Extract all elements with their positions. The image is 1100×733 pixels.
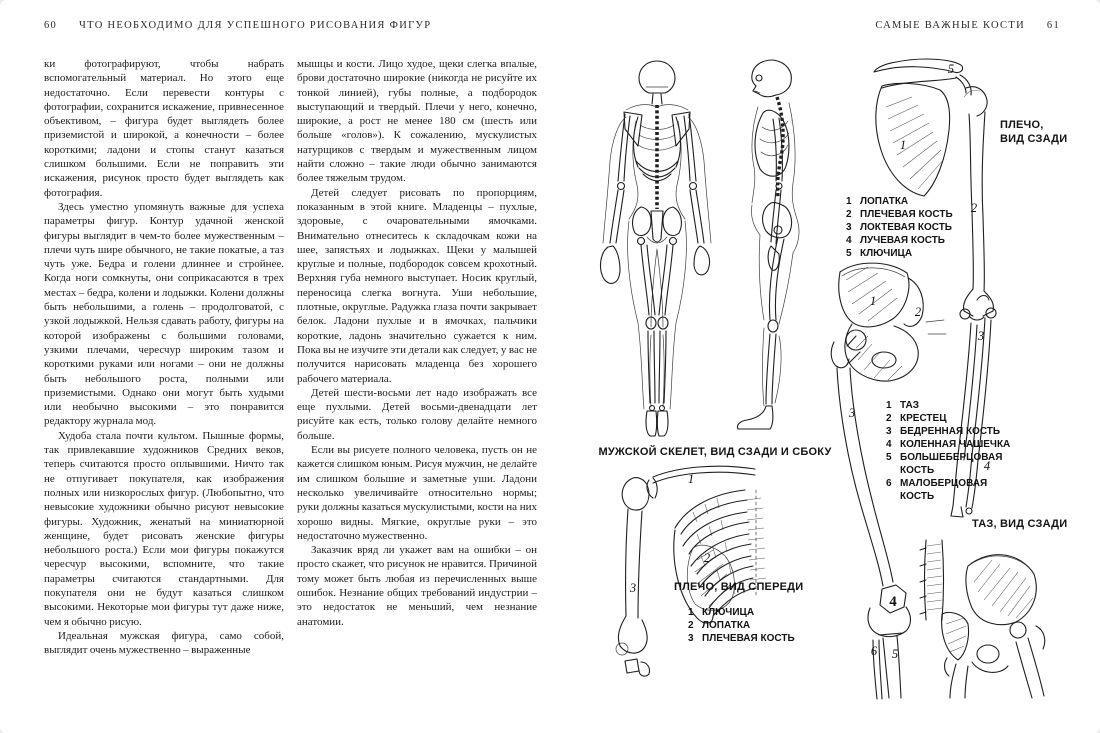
marker-humerus-front: 3 xyxy=(629,581,637,595)
marker-ulna: 3 xyxy=(977,329,985,343)
left-page-header xyxy=(44,20,431,31)
shoulder-back-caption: ПЛЕЧО, ВИД СЗАДИ xyxy=(1000,119,1068,145)
text-column-left xyxy=(44,57,284,657)
text-column-right xyxy=(297,57,537,629)
pelvis-back-caption: ТАЗ, ВИД СЗАДИ xyxy=(972,518,1068,530)
legend-item: 4 ЛУЧЕВАЯ КОСТЬ xyxy=(846,235,945,246)
marker-pelvis: 1 xyxy=(869,294,877,308)
marker-scapula-front: 2 xyxy=(703,551,711,565)
marker-radius: 4 xyxy=(983,459,991,473)
paragraph: ки фотографируют, чтобы набрать вспомогательный материал. Но этого еще недостаточно. Если перевести контуры с фотографии, сохранится искажение, привнесенное объективом, – фигура будет выглядеть более приземистой и широкой, а конечности – более короткими; ладони и стопы станут казаться слишком большими. Если не поправить эти искажения, рисунок просто будет выглядеть как фотография. xyxy=(44,58,284,199)
legend-item: 3 БЕДРЕННАЯ КОСТЬ xyxy=(886,426,1001,437)
marker-scapula: 1 xyxy=(899,138,907,152)
legend-item: 6 МАЛОБЕРЦОВАЯ КОСТЬ xyxy=(886,478,988,502)
paragraph: Заказчик вряд ли укажет вам на ошибки – он просто скажет, что рисунок не нравится. Причиной тому может быть любая из перечисленных выше ошибок. Незнание общих требований индустрии – это недостаток не меньший, чем незнание анатомии. xyxy=(297,544,537,628)
paragraph: Худоба стала почти культом. Пышные формы, так привлекавшие художников Средних веков, теперь считаются просто оплывшими. Ничто так не отпугивает покупателя, как изображения полных или низкорослых фигур. (Любопытно, что невысокие художники обычно рисуют невысокие фигуры. Художник, женатый на миниатюрной женщине, будет рисовать женские фигуры небольшого роста.) Если мои фигуры покажутся чересчур высокими, вспомните, что такие параметры считаются стандартными. Для покупателя они не будут казаться слишком высокими. Некоторые мои фигуры тут даже ниже, чем я обычно рисую. xyxy=(44,429,284,628)
paragraph: Детей следует рисовать по пропорциям, показанным в этой книге. Младенцы – пухлые, здоровые, с очаровательными ямочками. Внимательно отнеситесь к складочкам кожи на шее, запястьях и лодыжках. Щеки у малышей круглые и полные, подбородок совсем крохотный. Верхняя губа немного выступает. Носик круглый, переносица слегка вогнута. Уши небольшие, плотные, округлые. Радужка глаза почти закрывает белок. Ладони пухлые и в ямочках, пальчики короткие, ладонь значительно сужается к ним. Пока вы не изучите эти детали как следует, у вас не получится нарисовать младенца без хорошего рабочего материала. xyxy=(297,186,537,385)
marker-tibia: 5 xyxy=(891,647,899,661)
paragraph: Идеальная мужская фигура, само собой, выглядит очень мужественно – выраженные xyxy=(44,629,284,657)
legend-item: 3 ПЛЕЧЕВАЯ КОСТЬ xyxy=(688,633,795,644)
legend-item: 1 ЛОПАТКА xyxy=(846,196,909,207)
paragraph: Детей шести-восьми лет надо изображать все еще пухлыми. Детей восьми-двенадцати лет рисуйте как есть, только голову делайте немного больше. xyxy=(297,386,537,442)
legend-item: 5 БОЛЬШЕБЕРЦОВАЯ КОСТЬ xyxy=(886,452,1003,476)
legend-item: 3 ЛОКТЕВАЯ КОСТЬ xyxy=(846,222,952,233)
legend-item: 2 ПЛЕЧЕВАЯ КОСТЬ xyxy=(846,209,953,220)
paragraph: Если вы рисуете полного человека, пусть он не кажется слишком юным. Рисуя мужчин, не делайте им слишком большие и заметные уши. Ладони несколько увеличивайте относительно нормы; руки должны казаться мускулистыми, кости на них хорошо видны. Мягкие, округлые руки – это недостаточно мужественно. xyxy=(297,444,537,542)
shoulder-front-caption: ПЛЕЧО, ВИД СПЕРЕДИ xyxy=(674,581,804,593)
skeleton-side-view-illustration xyxy=(727,57,811,449)
paragraph: Здесь уместно упомянуть важные для успеха параметры фигур. Контур удачной женской фигуры выглядит в чем-то более мужественным – плечи чуть шире обычного, не такие покатые, а таз чуть уже. Бедра и голени длиннее и стройнее. Когда ноги сомкнуты, они соприкасаются в трех местах – бедра, колени и лодыжки. Колени должны быть небольшими, а голень – продолговатой, с узкой лодыжкой. Нельзя сдавать работу, фигуры на которой изображены с большими головами, узкими плечами, чересчур широким тазом и короткими руками или ногами – они не должны быть небольшого роста, полными или приземистыми. Однако они могут быть худыми или необычно высокими – это понравится редактору журнала мод. xyxy=(44,200,284,428)
legend-item: 5 КЛЮЧИЦА xyxy=(846,248,913,259)
skeleton-back-view-illustration xyxy=(596,57,718,449)
marker-clavicle-front: 1 xyxy=(687,472,695,486)
pelvis-leg-legend xyxy=(886,399,1012,503)
pelvis-back-view-illustration xyxy=(916,536,1051,698)
marker-fibula: 6 xyxy=(870,644,878,658)
marker-clavicle: 5 xyxy=(947,62,955,76)
paragraph: мышцы и кости. Лицо худое, щеки слегка впалые, брови достаточно широкие (никогда не рисуйте их тонкой линией), губы полные, а подбородок выступающий и твердый. Плечи у него, конечно, широкие, а рост не менее 180 см (шесть или больше «голов»). К сожалению, мускулистых натурщиков с твердым и мужественным лицом найти сложно – такие люди обычно занимаются более тяжелым трудом. xyxy=(297,58,537,185)
shoulder-back-legend xyxy=(846,195,1016,260)
marker-femur: 3 xyxy=(848,406,856,420)
shoulder-front-legend xyxy=(688,606,838,645)
legend-item: 1 ТАЗ xyxy=(886,400,919,411)
legend-item: 2 ЛОПАТКА xyxy=(688,620,751,631)
shoulder-front-view-illustration xyxy=(597,456,797,691)
left-page-number: 60 xyxy=(44,20,58,31)
marker-sacrum: 2 xyxy=(914,305,922,319)
legend-item: 4 КОЛЕННАЯ ЧАШЕЧКА xyxy=(886,439,1011,450)
right-page-header xyxy=(875,20,1060,31)
legend-item: 2 КРЕСТЕЦ xyxy=(886,413,947,424)
marker-patella: 4 xyxy=(889,594,897,610)
legend-item: 1 КЛЮЧИЦА xyxy=(688,607,755,618)
left-running-title: ЧТО НЕОБХОДИМО ДЛЯ УСПЕШНОГО РИСОВАНИЯ ФИГУР xyxy=(79,20,432,31)
skeleton-figure-caption: МУЖСКОЙ СКЕЛЕТ, ВИД СЗАДИ И СБОКУ xyxy=(598,446,832,458)
right-running-title: САМЫЕ ВАЖНЫЕ КОСТИ xyxy=(875,20,1025,31)
marker-humerus: 2 xyxy=(970,201,978,215)
right-page-number: 61 xyxy=(1046,20,1060,31)
